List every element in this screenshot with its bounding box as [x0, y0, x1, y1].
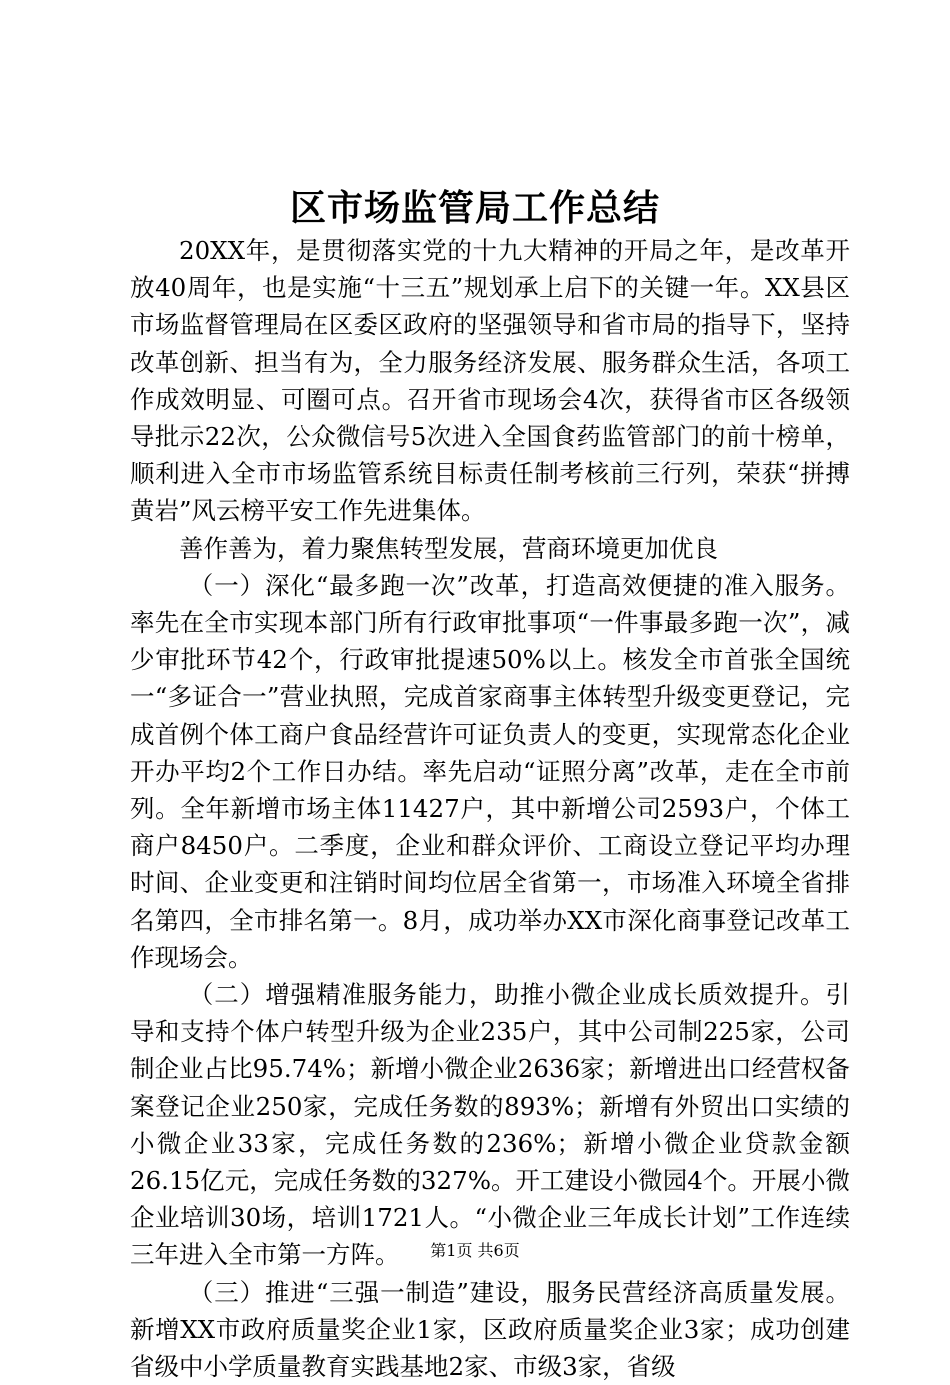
section-paragraph-2: （二）增强精准服务能力，助推小微企业成长质效提升。引导和支持个体户转型升级为企业235户，其中公司制225家，公司制企业占比95.74%；新增小微企业2636家；新增进出口经营权备案登记企业250家，完成任务数的893%；新增有外贸出口实绩的小微企业33家，完成任务数的236%；新增小微企业贷款金额26.15亿元，完成任务数的327%。开工建设小微园4个。开展小微企业培训30场，培训1721人。“小微企业三年成长计划”工作连续三年进入全市第一方阵。 [130, 980, 850, 1270]
document-body [130, 232, 850, 1385]
intro-paragraph: 20XX年，是贯彻落实党的十九大精神的开局之年，是改革开放40周年，也是实施“十三五”规划承上启下的关键一年。XX县区市场监督管理局在区委区政府的坚强领导和省市局的指导下，坚持改革创新、担当有为，全力服务经济发展、服务群众生活，各项工作成效明显、可圈可点。召开省市现场会4次，获得省市区各级领导批示22次，公众微信号5次进入全国食药监管部门的前十榜单，顺利进入全市市场监管系统目标责任制考核前三行列，荣获“拼搏黄岩”风云榜平安工作先进集体。 [130, 236, 850, 526]
page-footer: 第1页 共6页 [430, 1241, 520, 1260]
section-paragraph-1: （一）深化“最多跑一次”改革，打造高效便捷的准入服务。率先在全市实现本部门所有行政审批事项“一件事最多跑一次”，减少审批环节42个，行政审批提速50%以上。核发全市首张全国统一“多证合一”营业执照，完成首家商事主体转型升级变更登记，完成首例个体工商户食品经营许可证负责人的变更，实现常态化企业开办平均2个工作日办结。率先启动“证照分离”改革，走在全市前列。全年新增市场主体11427户，其中新增公司2593户，个体工商户8450户。二季度，企业和群众评价、工商设立登记平均办理时间、企业变更和注销时间均位居全省第一，市场准入环境全省排名第四，全市排名第一。8月，成功举办XX市深化商事登记改革工作现场会。 [130, 570, 850, 972]
section-heading: 善作善为，着力聚焦转型发展，营商环境更加优良 [179, 533, 718, 563]
page-title: 区市场监管局工作总结 [289, 187, 660, 229]
section-paragraph-3: （三）推进“三强一制造”建设，服务民营经济高质量发展。新增XX市政府质量奖企业1家，区政府质量奖企业3家；成功创建省级中小学质量教育实践基地2家、市级3家，省级 [130, 1277, 850, 1382]
